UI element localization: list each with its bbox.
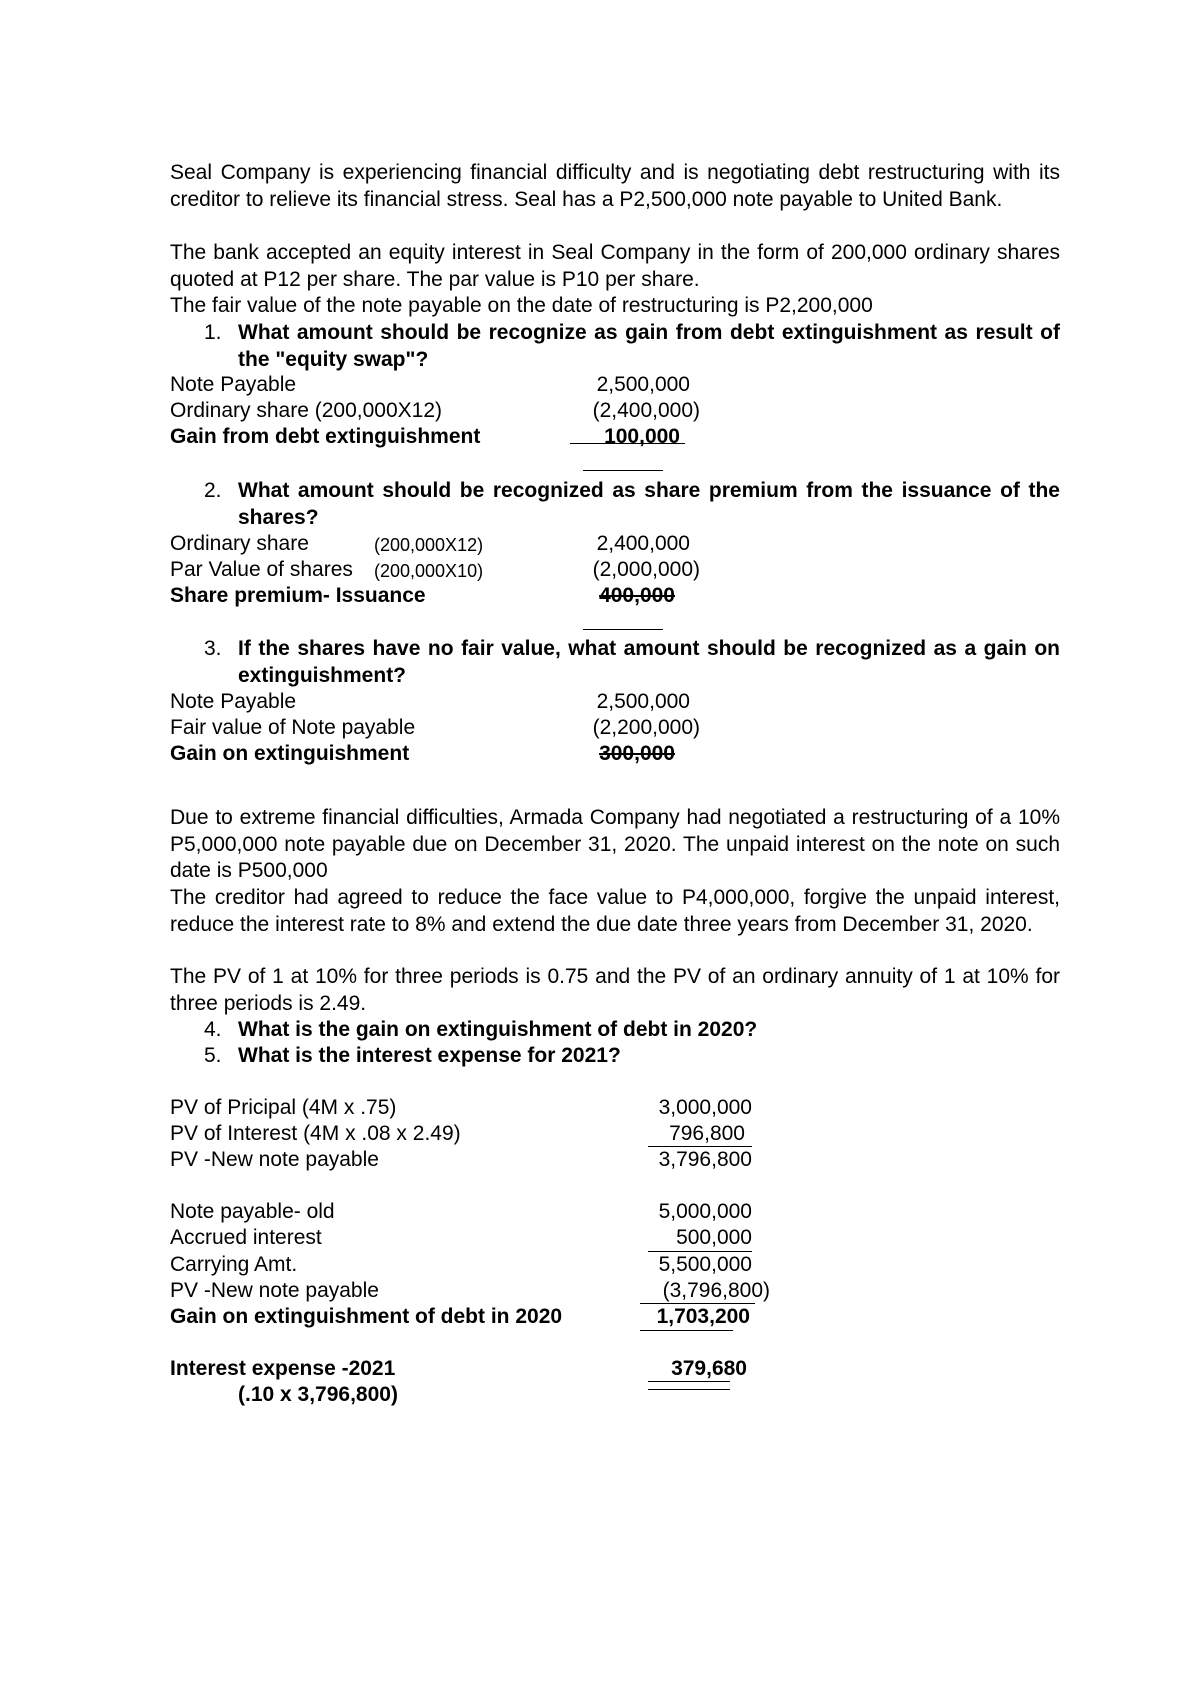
problem1-intro-3: The fair value of the note payable on the date of restructuring is P2,200,000 <box>170 294 873 317</box>
question-1-text: What amount should be recognize as gain from debt extinguishment as result of the "equity swap"? <box>238 321 1060 371</box>
carry-row-label: Accrued interest <box>170 1226 322 1249</box>
pv-row-value: 3,796,800 <box>658 1148 752 1171</box>
q2-row-detail: (200,000X12) <box>374 535 484 555</box>
q1-total-double-rule <box>583 470 663 471</box>
q2-total-label: Share premium- Issuance <box>170 584 426 607</box>
question-3-text: If the shares have no fair value, what amount should be recognized as a gain on extinguishment? <box>238 637 1060 687</box>
pv-row-value: 3,000,000 <box>658 1096 752 1119</box>
problem2-intro-2: The creditor had agreed to reduce the face value to P4,000,000, forgive the unpaid interest, reduce the interest rate to 8% and extend the due date three years from December 31, 2020. <box>170 886 1060 936</box>
q3-row-label: Note Payable <box>170 690 297 713</box>
carry-row-value: 500,000 <box>676 1226 752 1249</box>
q3-row-value: (2,200,000) <box>592 716 700 739</box>
interest-rule-2 <box>648 1389 730 1390</box>
gain-2020-value: 1,703,200 <box>656 1305 750 1328</box>
question-2-number: 2. <box>204 479 222 502</box>
carry-row-value: 5,500,000 <box>658 1253 752 1276</box>
q2-row-label: Par Value of shares <box>170 558 353 581</box>
q1-row-label: Ordinary share (200,000X12) <box>170 399 442 422</box>
pv-row-label: PV -New note payable <box>170 1148 379 1171</box>
interest-formula: (.10 x 3,796,800) <box>238 1383 398 1406</box>
question-1-number: 1. <box>204 321 222 344</box>
pv-row-value: 796,800 <box>669 1122 745 1145</box>
carry-row-label: Note payable- old <box>170 1200 335 1223</box>
question-5-number: 5. <box>204 1044 222 1067</box>
question-2-text: What amount should be recognized as share premium from the issuance of the shares? <box>238 479 1060 529</box>
interest-expense-value: 379,680 <box>671 1357 747 1380</box>
gain-2020-label: Gain on extinguishment of debt in 2020 <box>170 1305 563 1328</box>
q3-total-label: Gain on extinguishment <box>170 742 410 765</box>
pv-row-label: PV of Interest (4M x .08 x 2.49) <box>170 1122 461 1145</box>
q1-total-value: 100,000 <box>604 425 680 448</box>
q2-row-value: (2,000,000) <box>592 558 700 581</box>
q2-total-value: 400,000 <box>599 584 675 607</box>
problem2-intro-1: Due to extreme financial difficulties, Armada Company had negotiated a restructuring of a 10% P5,000,000 note payable due on December 31, 2020. The unpaid interest on the note on such date is P500,000 <box>170 806 1060 882</box>
problem2-intro-3: The PV of 1 at 10% for three periods is 0.75 and the PV of an ordinary annuity of 1 at 10% for three periods is 2.49. <box>170 965 1060 1015</box>
q1-total-underline <box>570 443 685 444</box>
interest-expense-label: Interest expense -2021 <box>170 1357 396 1380</box>
q1-row-value: (2,400,000) <box>592 399 700 422</box>
question-4-text: What is the gain on extinguishment of debt in 2020? <box>238 1018 758 1041</box>
q2-total-double-rule <box>583 629 663 630</box>
q3-row-label: Fair value of Note payable <box>170 716 416 739</box>
carry-row-value: (3,796,800) <box>662 1279 770 1302</box>
interest-rule-1 <box>648 1381 730 1382</box>
q2-row-detail: (200,000X10) <box>374 561 484 581</box>
gain-rule-bottom <box>640 1330 733 1331</box>
question-5-text: What is the interest expense for 2021? <box>238 1044 621 1067</box>
carry-row-label: Carrying Amt. <box>170 1253 298 1276</box>
q3-row-value: 2,500,000 <box>596 690 690 713</box>
pv-row-label: PV of Pricipal (4M x .75) <box>170 1096 397 1119</box>
q2-row-value: 2,400,000 <box>596 532 690 555</box>
q1-row-value: 2,500,000 <box>596 373 690 396</box>
q1-row-label: Note Payable <box>170 373 297 396</box>
question-3-number: 3. <box>204 637 222 660</box>
carry-row-label: PV -New note payable <box>170 1279 379 1302</box>
problem1-intro-2: The bank accepted an equity interest in Seal Company in the form of 200,000 ordinary shares quoted at P12 per share. The par value is P10 per share. <box>170 241 1060 291</box>
question-4-number: 4. <box>204 1018 222 1041</box>
carry-row-value: 5,000,000 <box>658 1200 752 1223</box>
q3-total-value: 300,000 <box>599 742 675 765</box>
q1-total-label: Gain from debt extinguishment <box>170 425 481 448</box>
problem1-intro-1: Seal Company is experiencing financial difficulty and is negotiating debt restructuring with its creditor to relieve its financial stress. Seal has a P2,500,000 note payable to United Bank. <box>170 161 1060 211</box>
q2-row-label: Ordinary share <box>170 532 309 555</box>
